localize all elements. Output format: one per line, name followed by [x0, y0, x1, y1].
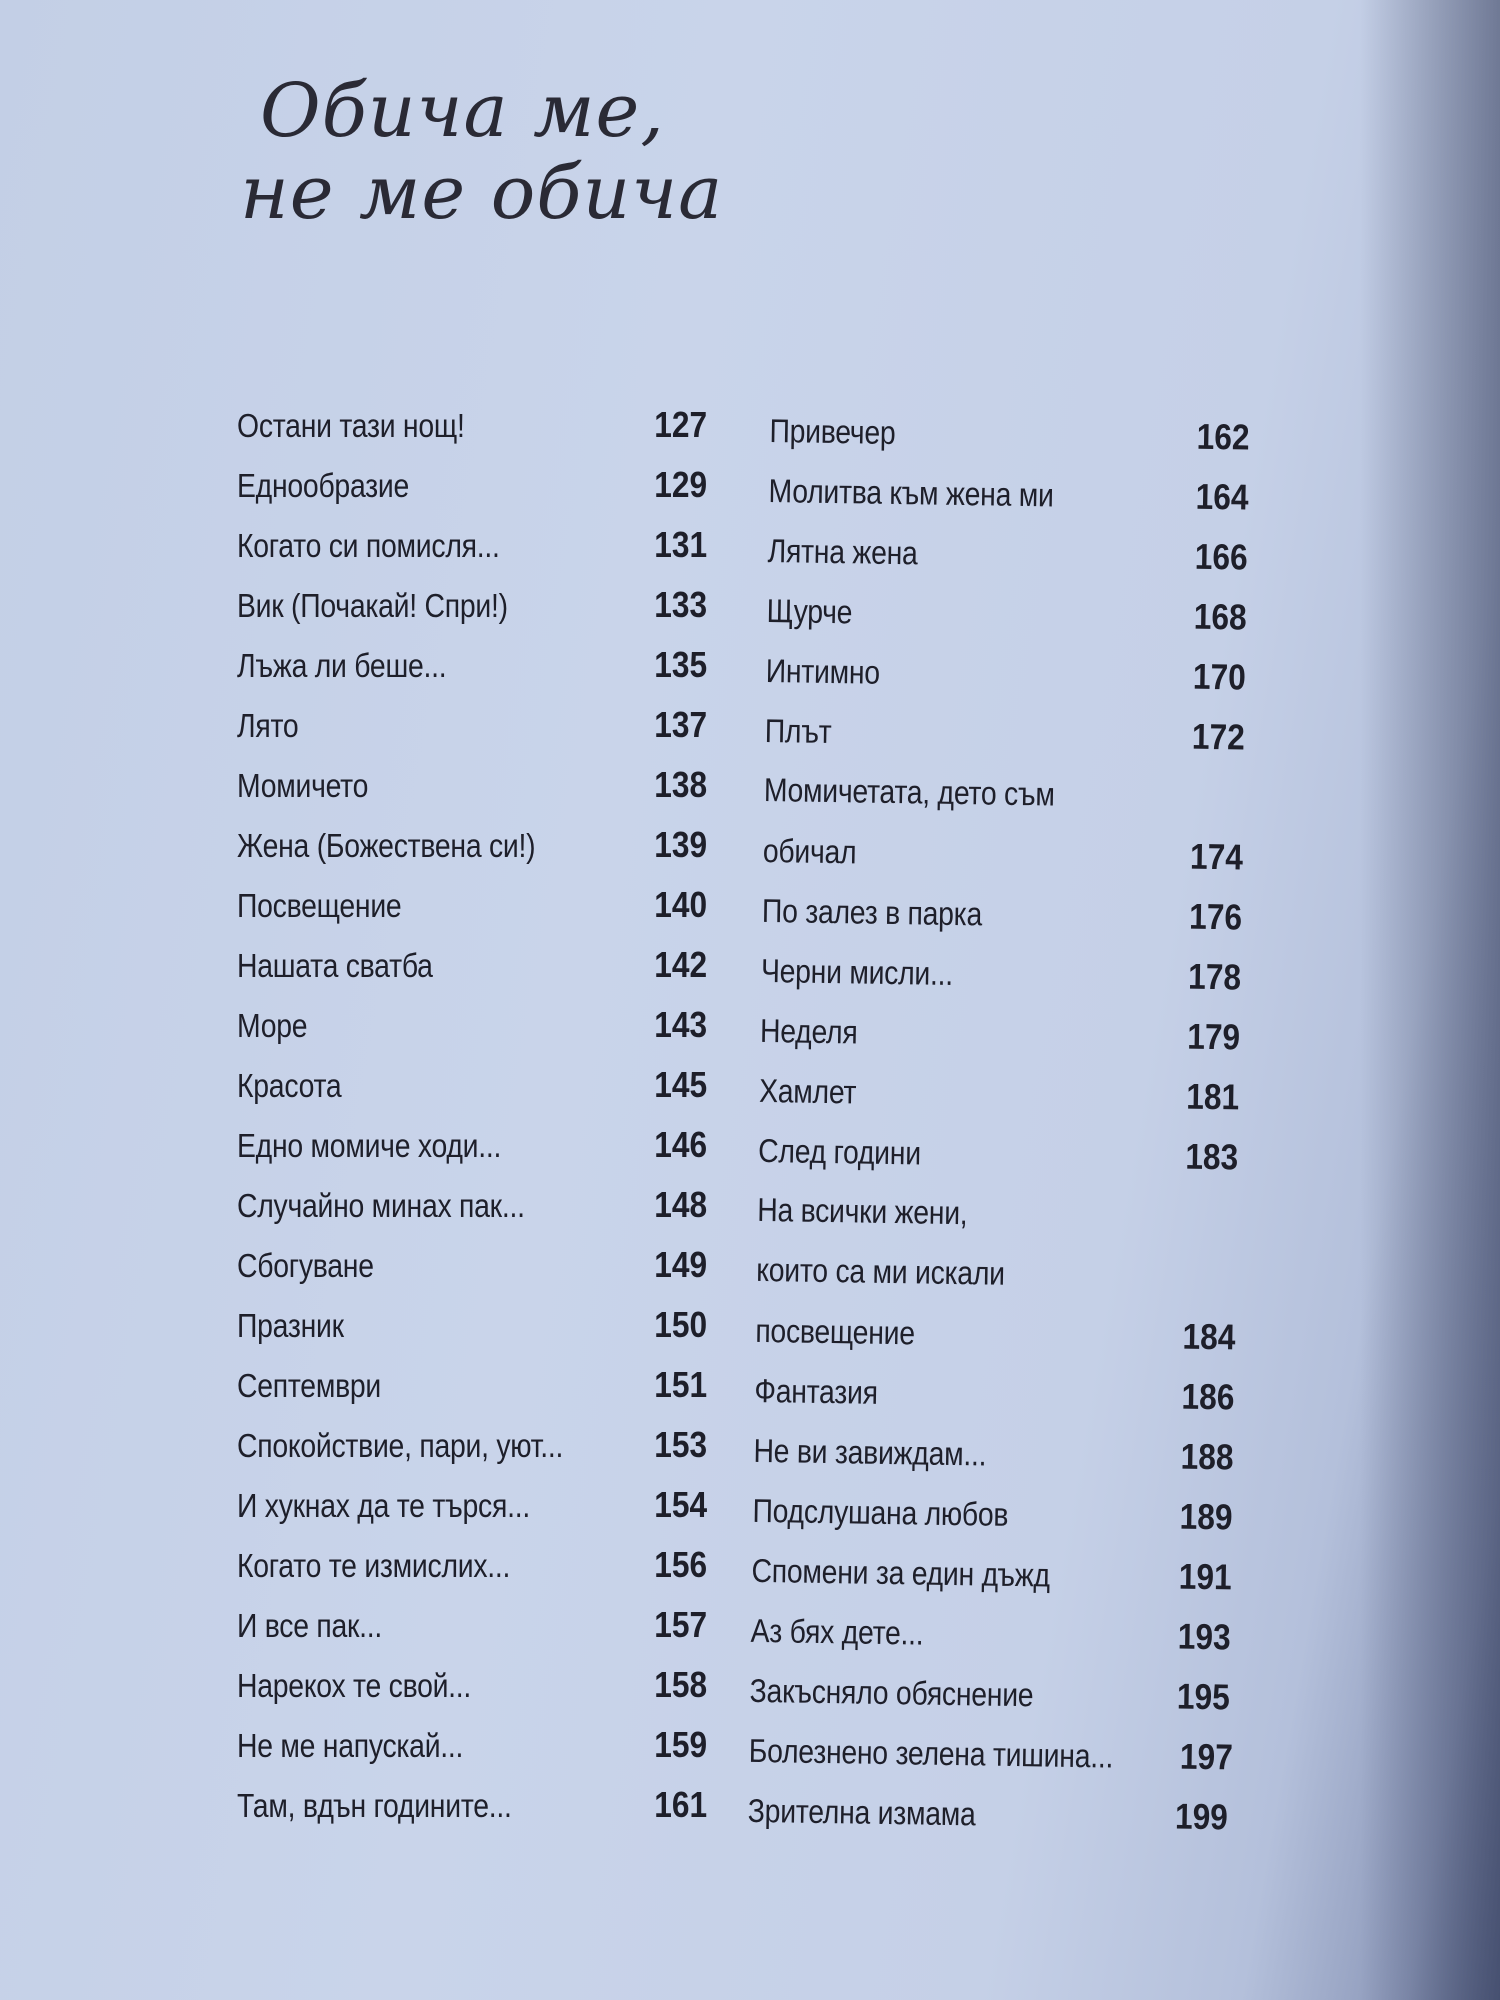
toc-entry-page: 135 [654, 644, 707, 685]
toc-entry-page: 156 [654, 1544, 707, 1585]
toc-entry-page: 159 [654, 1724, 707, 1765]
toc-entry-title: Неделя [759, 1011, 858, 1051]
toc-entry-title: Подслушана любов [752, 1491, 1009, 1533]
toc-entry-page: 138 [654, 764, 707, 805]
toc-entry-page: 142 [654, 944, 707, 985]
toc-entry [237, 575, 707, 635]
toc-entry [237, 1655, 707, 1715]
toc-entry-title: които са ми искали [756, 1250, 1006, 1292]
toc-entry [756, 1240, 1237, 1308]
toc-entry [747, 1780, 1228, 1848]
toc-entry-page: 162 [1196, 415, 1250, 458]
toc-entry [237, 695, 707, 755]
toc-entry-title: Когато си помисля... [237, 527, 500, 564]
toc-entry [764, 700, 1245, 768]
toc-entry-title: Нарекох те свой... [237, 1667, 472, 1704]
toc-entry [237, 1415, 707, 1475]
toc-entry [237, 1235, 707, 1295]
toc-entry-page: 178 [1187, 955, 1242, 998]
toc-entry-page: 129 [654, 464, 707, 505]
toc-entry-title: Болезнено зелена тишина... [748, 1731, 1114, 1775]
toc-entry-title: Едно момиче ходи... [237, 1127, 502, 1164]
toc-entry-title: Сбогуване [237, 1247, 374, 1284]
toc-entry-title: На всички жени, [756, 1190, 968, 1232]
toc-entry-title: Закъсняло обяснение [749, 1671, 1034, 1714]
toc-entry-title: Не ме напускай... [237, 1727, 464, 1764]
toc-entry-page: 195 [1176, 1675, 1231, 1718]
toc-entry-title: Спокойствие, пари, уют... [237, 1427, 564, 1464]
toc-entry [751, 1540, 1232, 1608]
toc-right-column [747, 400, 1250, 1847]
toc-entry-page: 188 [1180, 1435, 1234, 1478]
toc-entry-title: Не ви завиждам... [753, 1431, 987, 1473]
toc-entry-title: Красота [237, 1067, 342, 1104]
toc-entry-page: 133 [654, 584, 707, 625]
toc-entry-title: Хамлет [758, 1071, 857, 1111]
toc-entry [766, 580, 1247, 648]
toc-entry [769, 400, 1250, 468]
toc-entry [762, 820, 1243, 888]
toc-entry-title: Момичето [237, 767, 369, 804]
toc-entry-title: Интимно [765, 651, 881, 691]
toc-entry-title: обичал [762, 831, 857, 871]
toc-entry [237, 1055, 707, 1115]
toc-entry [237, 1775, 707, 1835]
toc-entry-title: Спомени за един дъжд [751, 1551, 1051, 1594]
toc-entry-title: Черни мисли... [760, 951, 954, 992]
toc-entry-title: Плът [764, 711, 832, 751]
toc-entry-page: 143 [654, 1004, 707, 1045]
toc-entry-title: Септември [237, 1367, 382, 1404]
toc-entry-page: 179 [1186, 1015, 1241, 1058]
toc-entry [760, 1000, 1241, 1068]
toc-entry-page: 170 [1192, 655, 1247, 698]
toc-entry-page: 148 [654, 1184, 707, 1225]
toc-entry-title: И все пак... [237, 1607, 383, 1644]
toc-entry [237, 455, 707, 515]
toc-entry-page: 151 [654, 1364, 707, 1405]
toc-entry [237, 1355, 707, 1415]
toc-entry [754, 1360, 1235, 1428]
toc-entry-title: Нашата сватба [237, 947, 433, 984]
toc-entry-page: 145 [654, 1064, 707, 1105]
toc-entry-page: 197 [1179, 1735, 1233, 1778]
toc-left-column [237, 395, 707, 1835]
toc-entry-page: 127 [654, 404, 707, 445]
toc-entry-title: Еднообразие [237, 467, 410, 504]
toc-entry [748, 1720, 1233, 1788]
toc-entry [763, 760, 1244, 828]
toc-entry-page: 158 [654, 1664, 707, 1705]
toc-entry [765, 640, 1246, 708]
toc-entry-title: Когато те измислих... [237, 1547, 511, 1584]
toc-entry [237, 995, 707, 1055]
toc-entry-page: 191 [1178, 1555, 1232, 1598]
toc-entry [755, 1300, 1236, 1368]
toc-entry [752, 1480, 1233, 1548]
toc-entry [237, 1295, 707, 1355]
toc-entry-page: 172 [1191, 715, 1246, 758]
toc-entry-title: Аз бях дете... [750, 1611, 924, 1652]
toc-entry [237, 1175, 707, 1235]
toc-entry-title: Момичетата, дето съм [763, 770, 1055, 813]
toc-entry-title: Лъжа ли беше... [237, 647, 447, 684]
toc-entry-title: Лято [237, 707, 299, 744]
toc-entry-page: 193 [1177, 1615, 1231, 1658]
toc-entry-title: След години [757, 1131, 922, 1172]
toc-entry-title: Лятна жена [767, 531, 918, 572]
toc-entry-title: Вик (Почакай! Спри!) [237, 587, 508, 624]
toc-entry-title: Щурче [766, 591, 853, 631]
toc-entry-page: 154 [654, 1484, 707, 1525]
toc-entry-title: По залез в парка [761, 891, 983, 933]
toc-entry [237, 815, 707, 875]
toc-entry [762, 880, 1243, 948]
toc-entry-page: 174 [1189, 835, 1244, 878]
toc-entry-page: 146 [654, 1124, 707, 1165]
toc-entry-page: 137 [654, 704, 707, 745]
toc-entry [237, 1595, 707, 1655]
toc-entry [757, 1180, 1238, 1248]
toc-entry-page: 166 [1194, 535, 1248, 578]
toc-entry-title: Посвещение [237, 887, 402, 924]
toc-entry-title: Остани тази нощ! [237, 407, 465, 444]
toc-entry [237, 755, 707, 815]
toc-entry-title: Случайно минах пак... [237, 1187, 525, 1224]
toc-entry-page: 140 [654, 884, 707, 925]
toc-entry [759, 1060, 1240, 1128]
section-title [240, 70, 723, 234]
toc-entry-page: 183 [1184, 1135, 1239, 1178]
toc-entry [237, 875, 707, 935]
toc-entry [767, 520, 1248, 588]
toc-entry-page: 168 [1193, 595, 1247, 638]
toc-entry-page: 161 [654, 1784, 707, 1825]
toc-entry [749, 1660, 1230, 1728]
toc-entry-page: 181 [1185, 1075, 1240, 1118]
toc-entry-title: Там, вдън годините... [237, 1787, 512, 1824]
section-title-line-1: Обича ме, [260, 68, 665, 154]
toc-entry-title: Зрителна измама [747, 1791, 976, 1833]
toc-entry [237, 1475, 707, 1535]
toc-entry [768, 460, 1249, 528]
toc-entry-title: Привечер [769, 411, 896, 451]
toc-entry [758, 1120, 1239, 1188]
toc-entry [237, 515, 707, 575]
toc-entry [237, 635, 707, 695]
section-title-line-2: не ме обича [240, 150, 724, 236]
toc-entry-page: 139 [654, 824, 707, 865]
toc-entry-page: 153 [654, 1424, 707, 1465]
toc-entry-page: 184 [1182, 1315, 1236, 1358]
toc-entry-title: посвещение [755, 1311, 916, 1352]
toc-entry-title: Фантазия [754, 1371, 879, 1411]
toc-entry-title: Жена (Божествена си!) [237, 827, 536, 864]
toc-entry-page: 176 [1188, 895, 1243, 938]
toc-entry-title: Море [237, 1007, 308, 1044]
toc-entry-title: Молитва към жена ми [768, 471, 1054, 514]
toc-entry-title: Празник [237, 1307, 344, 1344]
toc-entry [753, 1420, 1234, 1488]
toc-entry-page: 150 [654, 1304, 707, 1345]
toc-entry-page: 131 [654, 524, 707, 565]
toc-entry-page: 149 [654, 1244, 707, 1285]
toc-entry-page: 186 [1181, 1375, 1235, 1418]
toc-entry [237, 1715, 707, 1775]
toc-entry-page: 189 [1179, 1495, 1233, 1538]
toc-entry-page: 199 [1174, 1795, 1229, 1838]
toc-entry [237, 1115, 707, 1175]
toc-entry [237, 395, 707, 455]
toc-entry [750, 1600, 1231, 1668]
toc-entry [237, 1535, 707, 1595]
toc-entry [761, 940, 1242, 1008]
toc-entry-title: И хукнах да те търся... [237, 1487, 530, 1524]
toc-entry-page: 164 [1195, 475, 1249, 518]
toc-entry [237, 935, 707, 995]
toc-entry-page: 157 [654, 1604, 707, 1645]
